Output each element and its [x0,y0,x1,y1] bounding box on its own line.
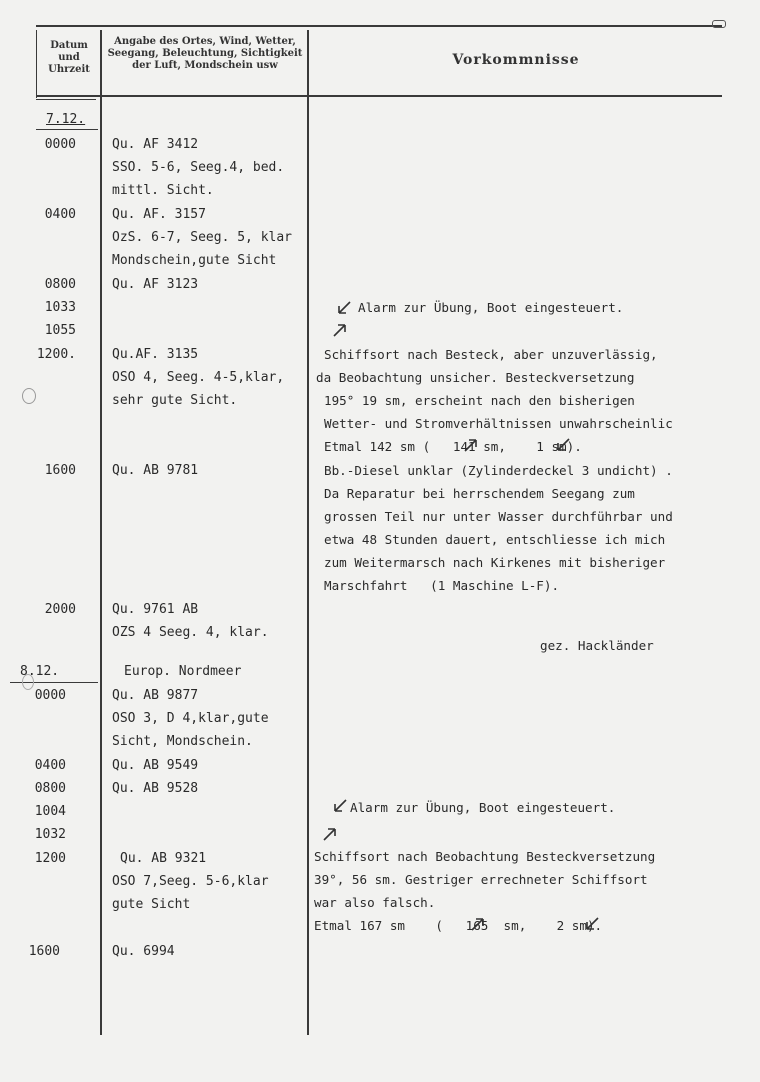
time-cell: 0800 [34,781,66,796]
event-line: Da Reparatur bei herrschendem Seegang zum [324,486,635,501]
time-cell: 1200 [34,851,66,866]
header-left-edge [36,30,37,98]
position-line: Qu. AF 3123 [112,277,199,292]
position-line: Sicht, Mondschein. [112,734,253,749]
position-line: Qu. AB 9549 [112,758,199,773]
time-cell: 1033 [44,300,76,315]
event-line: Schiffsort nach Besteck, aber unzuverlässig, [324,347,658,362]
position-line: sehr gute Sicht. [112,393,238,408]
position-line: OSO 7,Seeg. 5-6,klar [112,874,269,889]
event-line: 195° 19 sm, erscheint nach den bisherigen [324,393,635,408]
event-line: Schiffsort nach Beobachtung Besteckversetzung [314,849,656,864]
position-line: Qu. AF. 3157 [112,207,206,222]
event-line: etwa 48 Stunden dauert, entschliesse ich mich [324,532,666,547]
event-line: Alarm zur Übung, Boot eingesteuert. [350,800,616,815]
position-line: Qu. AB 9877 [112,688,199,703]
event-line: Wetter- und Stromverhältnissen unwahrscheinlic [324,416,673,431]
event-line: Etmal 167 sm ( 165 sm, 2 sm). [314,918,603,933]
arrow-up-right-icon [332,322,348,338]
event-line: Bb.-Diesel unklar (Zylinderdeckel 3 undicht) . [324,463,673,478]
date-underline [36,129,98,130]
position-line: mittl. Sicht. [112,183,214,198]
position-line: Qu. AB 9321 [120,851,207,866]
event-line: Marschfahrt (1 Maschine L-F). [324,578,560,593]
time-cell: 0000 [44,137,76,152]
position-line: OZS 4 Seeg. 4, klar. [112,625,269,640]
arrow-down-left-icon [336,300,352,316]
date-label: 7.12. [46,112,86,127]
event-line: da Beobachtung unsicher. Besteckversetzung [316,370,635,385]
time-cell: 1004 [34,804,66,819]
position-line: Qu.AF. 3135 [112,347,199,362]
region-label: Europ. Nordmeer [124,664,242,679]
time-cell: 1200. [36,347,76,362]
header-datum: Datum und Uhrzeit [48,40,90,75]
position-line: SSO. 5-6, Seeg.4, bed. [112,160,285,175]
header-angabe: Angabe des Ortes, Wind, Wetter, Seegang, Beleuchtung, Sichtigkeit der Luft, Mondschein usw [107,36,303,71]
column-divider-2 [307,30,309,1035]
arrow-up-right-icon [470,916,486,932]
arrow-down-left-icon [584,916,600,932]
time-cell: 2000 [44,602,76,617]
position-line: Qu. AF 3412 [112,137,199,152]
time-cell: 1600 [44,463,76,478]
header-rule-left-b [36,99,96,100]
position-line: Qu. 9761 AB [112,602,199,617]
time-cell: 1600 [28,944,60,959]
time-cell: 1055 [44,323,76,338]
arrow-down-left-icon [555,437,571,453]
column-divider-1 [100,30,102,1035]
position-line: Mondschein,gute Sicht [112,253,277,268]
event-line: Etmal 142 sm ( 141 sm, 1 sm). [324,439,582,454]
event-line: Alarm zur Übung, Boot eingesteuert. [358,300,624,315]
position-line: Qu. 6994 [112,944,175,959]
time-cell: 0400 [44,207,76,222]
punch-hole-mark [22,674,34,690]
event-line: zum Weitermarsch nach Kirkenes mit bisheriger [324,555,666,570]
top-rule [36,25,722,27]
header-bottom-rule [36,95,722,97]
header-vorkommnisse: Vorkommnisse [452,52,580,68]
position-line: Qu. AB 9528 [112,781,199,796]
pin-mark [712,20,726,28]
time-cell: 0800 [44,277,76,292]
signature: gez. Hackländer [540,638,654,653]
position-line: OSO 3, D 4,klar,gute [112,711,269,726]
event-line: war also falsch. [314,895,436,910]
position-line: OzS. 6-7, Seeg. 5, klar [112,230,293,245]
event-line: grossen Teil nur unter Wasser durchführbar und [324,509,673,524]
position-line: Qu. AB 9781 [112,463,199,478]
arrow-up-right-icon [322,826,338,842]
date-label: 8.12. [20,664,60,679]
arrow-down-left-icon [332,798,348,814]
position-line: gute Sicht [112,897,191,912]
time-cell: 0400 [34,758,66,773]
punch-hole-mark [22,388,36,404]
time-cell: 0000 [34,688,66,703]
position-line: OSO 4, Seeg. 4-5,klar, [112,370,285,385]
event-line: 39°, 56 sm. Gestriger errechneter Schiffsort [314,872,648,887]
time-cell: 1032 [34,827,66,842]
arrow-up-right-icon [463,437,479,453]
